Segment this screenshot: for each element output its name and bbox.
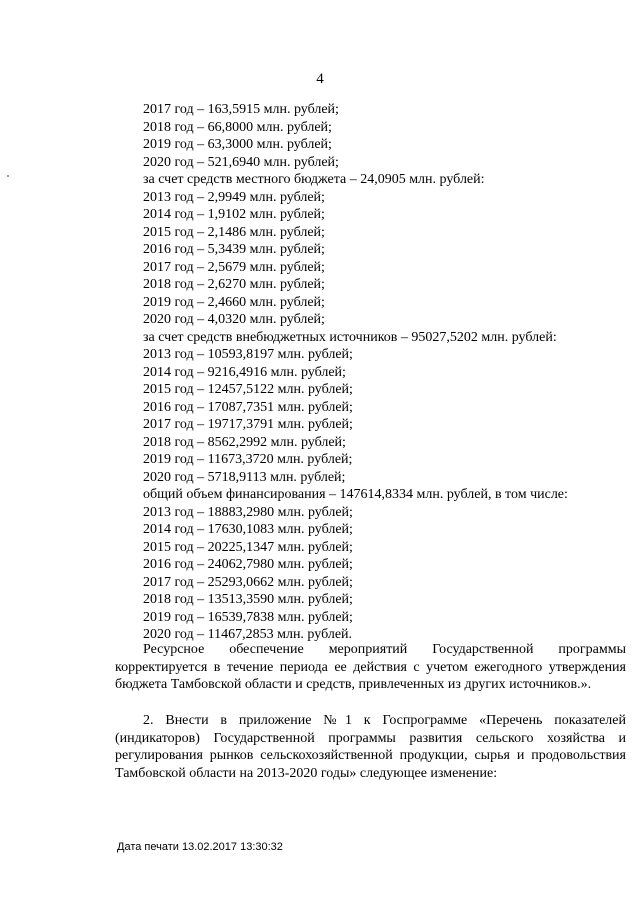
list-line: 2017 год – 25293,0662 млн. рублей;	[143, 574, 353, 590]
list-line: 2013 год – 2,9949 млн. рублей;	[143, 189, 325, 205]
list-line: 2016 год – 24062,7980 млн. рублей;	[143, 557, 353, 572]
list-line: 2015 год – 20225,1347 млн. рублей;	[143, 539, 353, 555]
list-line: 2018 год – 8562,2992 млн. рублей;	[143, 434, 346, 450]
list-line: 2019 год – 16539,7838 млн. рублей;	[143, 609, 353, 625]
list-line: 2017 год – 19717,3791 млн. рублей;	[143, 417, 353, 432]
list-line: 2015 год – 2,1486 млн. рублей;	[143, 224, 325, 240]
list-line: 2019 год – 2,4660 млн. рублей;	[143, 294, 325, 310]
list-line: 2013 год – 10593,8197 млн. рублей;	[143, 347, 353, 362]
list-line: 2020 год – 5718,9113 млн. рублей;	[143, 469, 346, 485]
resource-paragraph: Ресурсное обеспечение мероприятий Государственной программы корректируется в течение периода ее действия с учетом ежегодного утверждения бюджета Тамбовской области и средств, привлеченных из других источников.».	[115, 642, 626, 693]
list-line: 2020 год – 11467,2853 млн. рублей.	[143, 627, 353, 642]
list-line: за счет средств внебюджетных источников – 95027,5202 млн. рублей:	[143, 329, 557, 345]
list-line: 2020 год – 521,6940 млн. рублей;	[143, 154, 339, 170]
list-line: 2014 год – 17630,1083 млн. рублей;	[143, 522, 353, 537]
list-line: 2019 год – 63,3000 млн. рублей;	[143, 137, 332, 152]
list-line: 2019 год – 11673,3720 млн. рублей;	[143, 452, 353, 467]
list-line: 2015 год – 12457,5122 млн. рублей;	[143, 382, 353, 397]
list-line: 2017 год – 163,5915 млн. рублей;	[143, 102, 339, 117]
list-line: 2014 год – 9216,4916 млн. рублей;	[143, 364, 346, 380]
list-line: за счет средств местного бюджета – 24,0905 млн. рублей:	[143, 172, 485, 187]
list-line: 2014 год – 1,9102 млн. рублей;	[143, 207, 325, 222]
list-line: 2013 год – 18883,2980 млн. рублей;	[143, 504, 353, 520]
list-line: 2017 год – 2,5679 млн. рублей;	[143, 259, 325, 275]
print-date: Дата печати 13.02.2017 13:30:32	[117, 841, 283, 853]
margin-mark	[7, 175, 9, 177]
page-number: 4	[316, 71, 324, 87]
list-line: 2018 год – 13513,3590 млн. рублей;	[143, 592, 353, 607]
amendment-paragraph: 2. Внести в приложение №1 к Госпрограмме «Перечень показателей (индикаторов) Государственной программы развития сельского хозяйства и регулирования рынков сельскохозяйственной продукции, сырья и продовольствия Тамбовской области на 2013-2020 годы» следующее изменение:	[115, 713, 626, 781]
list-line: общий объем финансирования – 147614,8334 млн. рублей, в том числе:	[143, 487, 568, 502]
list-line: 2018 год – 2,6270 млн. рублей;	[143, 277, 325, 292]
list-line: 2016 год – 5,3439 млн. рублей;	[143, 242, 325, 257]
list-line: 2020 год – 4,0320 млн. рублей;	[143, 312, 325, 327]
list-line: 2016 год – 17087,7351 млн. рублей;	[143, 399, 353, 415]
list-line: 2018 год – 66,8000 млн. рублей;	[143, 119, 332, 135]
